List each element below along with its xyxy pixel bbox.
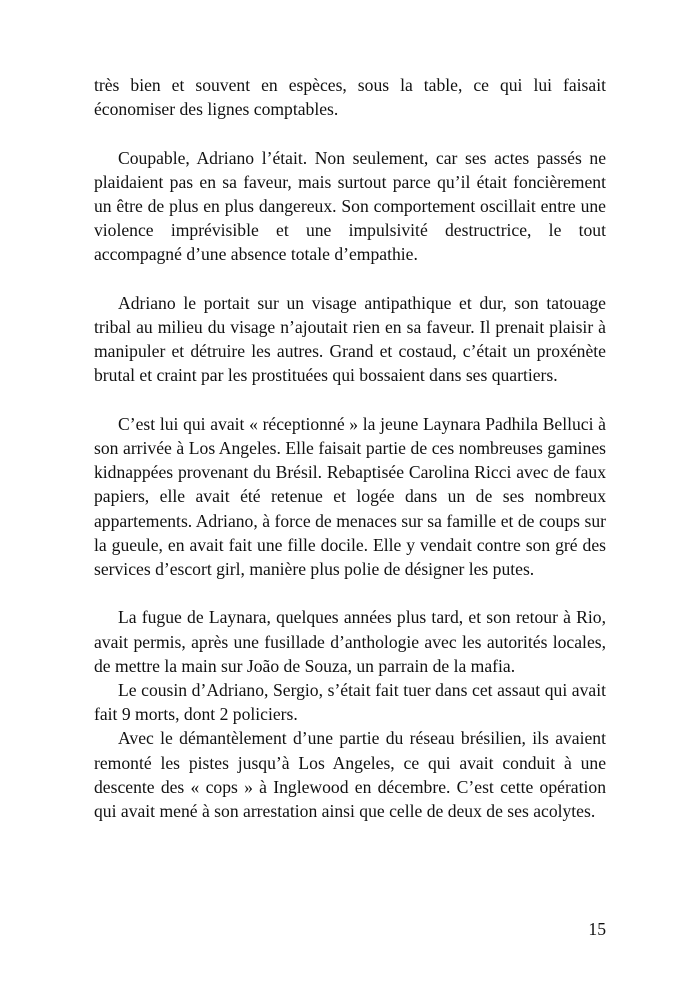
paragraph-continued: très bien et souvent en espèces, sous la table, ce qui lui faisait économiser des lignes comptables.	[94, 75, 606, 120]
paragraph-laynara-escape: La fugue de Laynara, quelques années plus tard, et son retour à Rio, avait permis, après une fusillade d’anthologie avec les autorités locales, de mettre la main sur João de Souza, un parrain de la mafia.	[94, 607, 606, 676]
page-number: 15	[588, 919, 606, 939]
paragraph-laynara-arrival: C’est lui qui avait « réceptionné » la jeune Laynara Padhila Belluci à son arrivée à Los Angeles. Elle faisait partie de ces nombreuses gamines kidnappées provenant du Brésil. Rebaptisée Carolina Ricci avec de faux papiers, elle avait été retenue et logée dans un de ses nombreux appartements. Adriano, à force de menaces sur sa famille et de coups sur la gueule, en avait fait une fille docile. Elle y vendait contre son gré des services d’escort girl, manière plus polie de désigner les putes.	[94, 413, 606, 580]
paragraph-adriano-guilty: Coupable, Adriano l’était. Non seulement, car ses actes passés ne plaidaient pas en sa faveur, mais surtout parce qu’il était foncièrement un être de plus en plus dangereux. Son comportement oscillait entre une violence imprévisible et une impulsivité destructrice, le tout accompagné d’une absence totale d’empathie.	[94, 147, 606, 265]
paragraph-adriano-face: Adriano le portait sur un visage antipathique et dur, son tatouage tribal au milieu du visage n’ajoutait rien en sa faveur. Il prenait plaisir à manipuler et détruire les autres. Grand et costaud, c’était un proxénète brutal et craint par les prostituées qui bossaient dans ses quartiers.	[94, 292, 606, 386]
page-body	[94, 73, 606, 823]
paragraph-sergio: Le cousin d’Adriano, Sergio, s’était fait tuer dans cet assaut qui avait fait 9 morts, dont 2 policiers.	[94, 680, 606, 725]
paragraph-arrest: Avec le démantèlement d’une partie du réseau brésilien, ils avaient remonté les pistes jusqu’à Los Angeles, ce qui avait conduit à une descente des « cops » à Inglewood en décembre. C’est cette opération qui avait mené à son arrestation ainsi que celle de deux de ses acolytes.	[94, 728, 606, 822]
